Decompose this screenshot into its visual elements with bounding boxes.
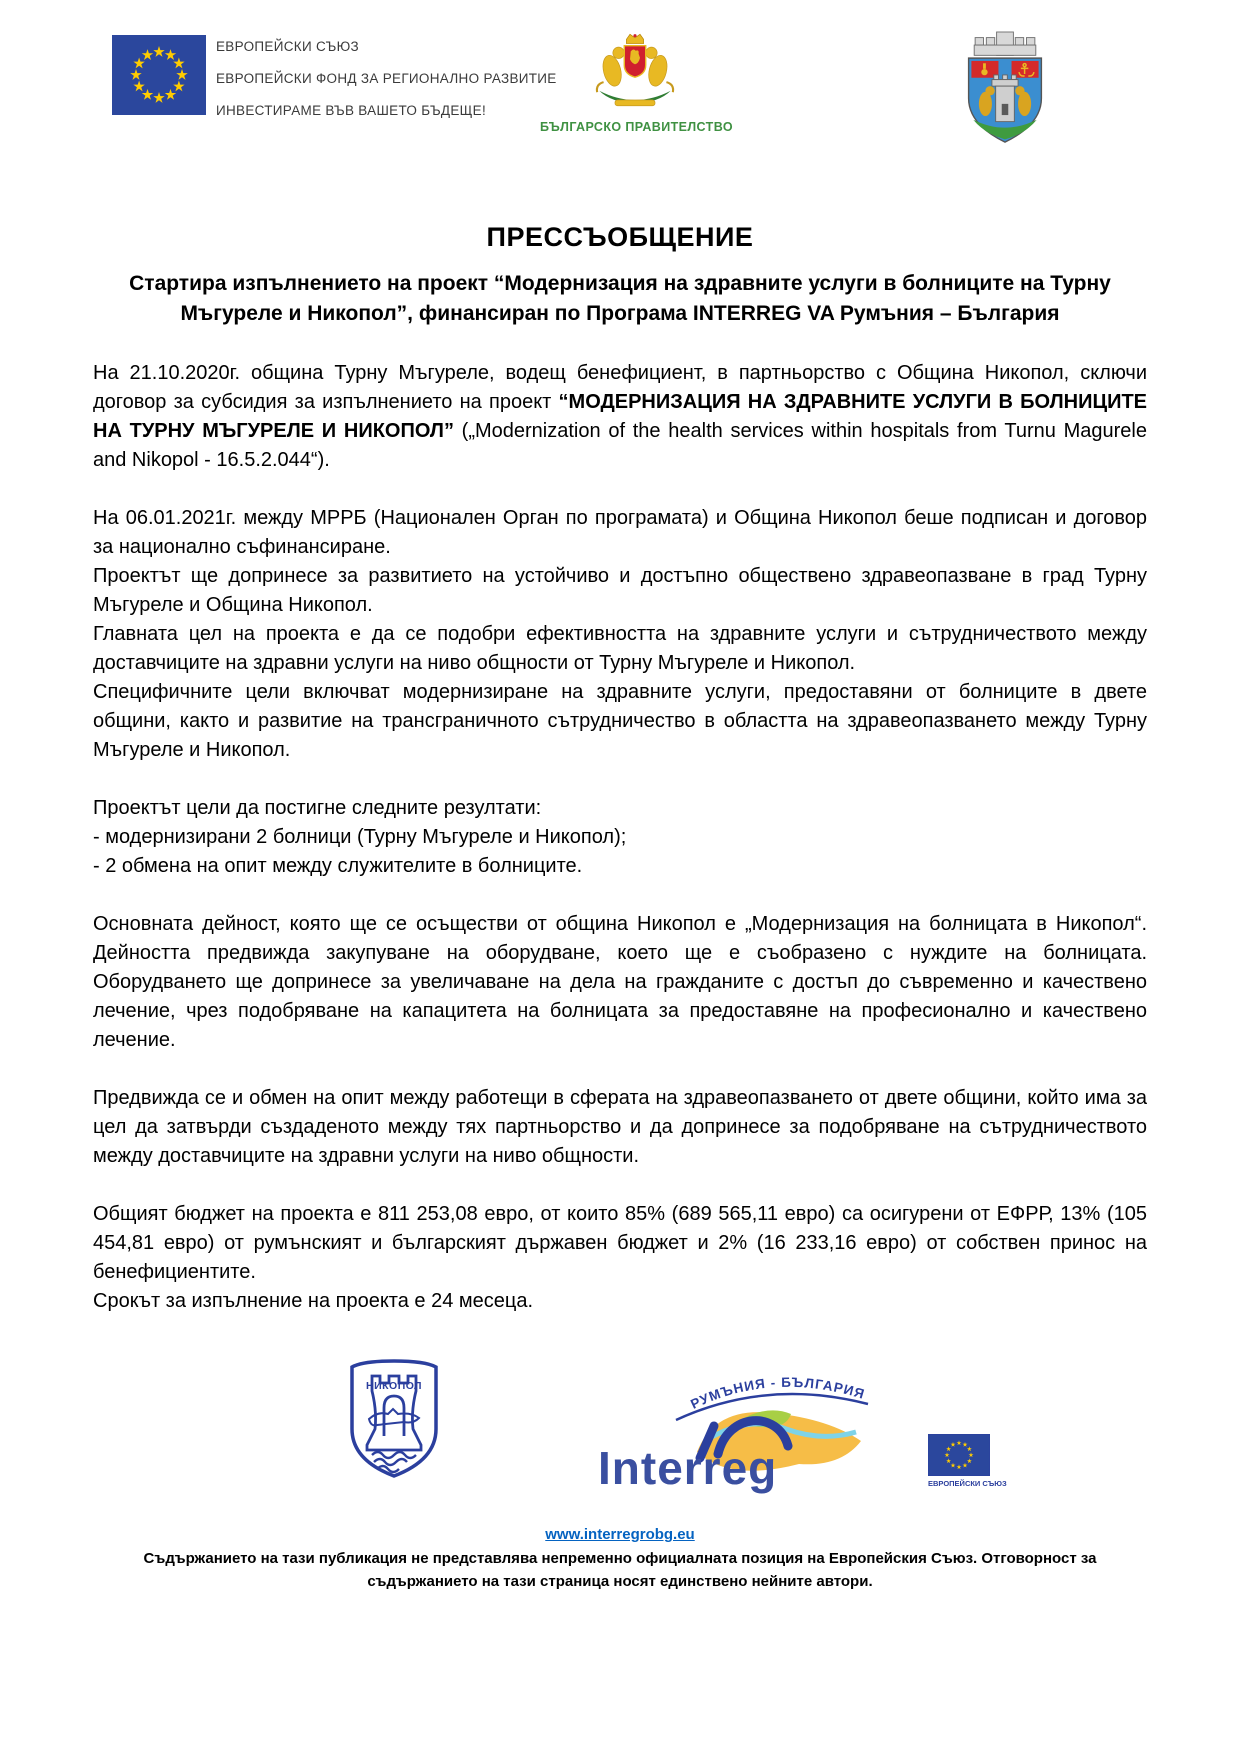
interreg-eu-flag-block	[928, 1434, 1007, 1488]
interreg-arc-label: РУМЪНИЯ - БЪЛГАРИЯ	[688, 1374, 867, 1412]
page-title: ПРЕССЪОБЩЕНИЕ	[486, 222, 754, 252]
interreg-wordmark: Interreg	[598, 1442, 778, 1494]
interreg-eu-caption: ЕВРОПЕЙСКИ СЪЮЗ	[928, 1479, 1007, 1488]
eu-line-slogan: ИНВЕСТИРАМЕ ВЪВ ВАШЕТО БЪДЕЩЕ!	[216, 103, 486, 118]
bulgarian-coat-of-arms-icon	[585, 24, 685, 116]
paragraph-experience-exchange: Предвижда се и обмен на опит между работещи в сферата на здравеопазването от двете общини, който има за цел да затвърди създаденото между тях партньорство и да допринесе за подобряване на сътрудничеството между доставчиците на здравни услуги на ниво общности.	[93, 1087, 1147, 1167]
interreg-eu-flag-icon	[928, 1434, 990, 1476]
nikopol-coat-of-arms-icon	[346, 1356, 442, 1480]
paragraph-main-goal: Главната цел на проекта е да се подобри ефективността на здравните услуги и сътрудничеството между доставчиците на здравни услуги на ниво общности от Турну Мъгуреле и Никопол.	[93, 623, 1147, 674]
eu-flag-icon	[112, 35, 206, 115]
bulgarian-government-block	[540, 24, 733, 134]
paragraph-cofinancing: На 06.01.2021г. между МРРБ (Национален Орган по програмата) и Община Никопол беше подписан и договор за национално съфинансиране.	[93, 507, 1147, 558]
results-intro: Проектът цели да постигне следните резултати:	[93, 797, 542, 819]
turnu-magurele-coat-of-arms-icon	[963, 28, 1047, 148]
result-item-hospitals: - модернизирани 2 болници (Турну Мъгуреле и Никопол);	[93, 826, 627, 848]
paragraph-main-activity: Основната дейност, която ще се осъществи от община Никопол е „Модернизация на болницата в Никопол“. Дейността предвижда закупуване на оборудване, което ще е съобразено с нуждите на болницата. Оборудването ще допринесе за увеличаване на дела на гражданите с достъп до съвременно и качествено лечение, чрез подобряване на капацитета на болницата за предоставяне на професионално и качествено лечение.	[93, 913, 1147, 1051]
paragraph-contract-end: („Modernization of the health services within hospitals from Turnu Magurele and Nikopol - 16.5.2.044“).	[93, 420, 1147, 471]
website-link[interactable]: www.interregrobg.eu	[545, 1526, 695, 1543]
interreg-graphic	[592, 1356, 922, 1504]
disclaimer-text: Съдържанието на тази публикация не представлява непременно официалната позиция на Европейския Съюз. Отговорност за съдържанието на тази страница носят единствено нейните автори.	[143, 1550, 1097, 1590]
eu-funding-text	[216, 32, 557, 128]
paragraph-contract-start: На 21.10.2020г. община Турну Мъгуреле, водещ бенефициент, в партньорство с Община Никопол, сключи договор за субсидия за изпълнението на проект	[93, 362, 1147, 413]
interreg-logo	[592, 1356, 1007, 1504]
subtitle: Стартира изпълнението на проект “Модернизация на здравните услуги в болниците на Турну Мъгуреле и Никопол”, финансиран по Програма INTERREG VA Румъния – България	[129, 272, 1111, 325]
eu-line-union: ЕВРОПЕЙСКИ СЪЮЗ	[216, 39, 359, 54]
paragraph-contribution: Проектът ще допринесе за развитието на устойчиво и достъпно обществено здравеопазване в град Турну Мъгуреле и Община Никопол.	[93, 565, 1147, 616]
footer-logos	[346, 1356, 1147, 1504]
eu-line-fund: ЕВРОПЕЙСКИ ФОНД ЗА РЕГИОНАЛНО РАЗВИТИЕ	[216, 71, 557, 86]
result-item-exchanges: - 2 обмена на опит между служителите в болниците.	[93, 855, 583, 877]
nikopol-label: НИКОПОЛ	[365, 1380, 423, 1392]
paragraph-duration: Срокът за изпълнение на проекта е 24 месеца.	[93, 1290, 534, 1312]
paragraph-specific-goals: Специфичните цели включват модернизиране на здравните услуги, предоставяни от болниците в двете общини, както и развитие на трансграничното сътрудничество в областта на здравеопазването между Турну Мъгуреле и Никопол.	[93, 681, 1147, 761]
paragraph-contract	[93, 359, 1147, 475]
body-text	[93, 359, 1147, 1316]
paragraph-budget: Общият бюджет на проекта е 811 253,08 евро, от които 85% (689 565,11 евро) са осигурени от ЕФРР, 13% (105 454,81 евро) от румънският и българският държавен бюджет и 2% (16 233,16 евро) от собствен принос на бенефициентите.	[93, 1203, 1147, 1283]
footer	[93, 1526, 1147, 1593]
government-label: БЪЛГАРСКО ПРАВИТЕЛСТВО	[540, 120, 733, 134]
project-name-bold: “МОДЕРНИЗАЦИЯ НА ЗДРАВНИТЕ УСЛУГИ В БОЛНИЦИТЕ НА ТУРНУ МЪГУРЕЛЕ И НИКОПОЛ”	[93, 391, 1147, 442]
